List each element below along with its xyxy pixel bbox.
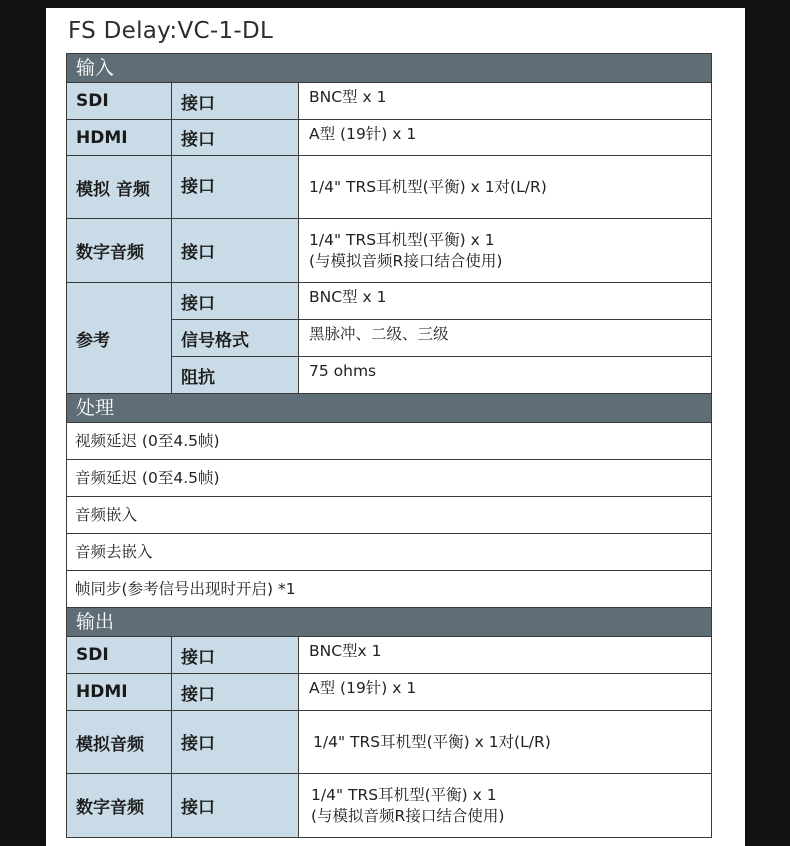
impedance-label: 阻抗 (172, 357, 299, 393)
port-label: 接口 (172, 637, 299, 673)
port-value (299, 674, 711, 710)
value-line: 1/4" TRS耳机型(平衡) x 1对(L/R) (313, 732, 551, 751)
value-line: BNC型x 1 (309, 642, 382, 660)
section-header-output: 输出 (67, 608, 711, 637)
table-row (67, 83, 711, 120)
signal-name: SDI (67, 637, 172, 673)
table-row (67, 156, 711, 219)
port-label: 接口 (172, 83, 299, 119)
signal-name: 模拟 音频 (67, 156, 172, 218)
spec-table (66, 53, 712, 838)
list-item: 帧同步(参考信号出现时开启) *1 (67, 571, 711, 608)
value-line: (与模拟音频R接口结合使用) (309, 251, 503, 270)
section-header-input: 输入 (67, 54, 711, 83)
value-line: A型 (19针) x 1 (309, 125, 417, 143)
format-value (299, 320, 711, 356)
port-label: 接口 (172, 774, 299, 837)
port-label: 接口 (172, 156, 299, 218)
port-label: 接口 (172, 283, 299, 319)
port-value (299, 83, 711, 119)
signal-name: 参考 (67, 283, 172, 393)
table-row (67, 774, 711, 837)
table-row (67, 711, 711, 774)
signal-name: 模拟音频 (67, 711, 172, 773)
value-line: 75 ohms (309, 362, 377, 380)
reference-rows (172, 283, 711, 393)
port-value (299, 219, 711, 282)
port-label: 接口 (172, 674, 299, 710)
format-label: 信号格式 (172, 320, 299, 356)
port-value (299, 283, 711, 319)
impedance-value (299, 357, 711, 393)
list-item: 视频延迟 (0至4.5帧) (67, 423, 711, 460)
table-row (67, 674, 711, 711)
value-line: 1/4" TRS耳机型(平衡) x 1对(L/R) (309, 177, 547, 196)
table-row (172, 283, 711, 320)
signal-name: HDMI (67, 674, 172, 710)
port-value (299, 156, 711, 218)
signal-name: HDMI (67, 120, 172, 155)
port-value (299, 774, 711, 837)
table-row (172, 320, 711, 357)
port-label: 接口 (172, 219, 299, 282)
section-header-processing: 处理 (67, 394, 711, 423)
port-value (299, 637, 711, 673)
table-row (67, 120, 711, 156)
reference-group (67, 283, 711, 394)
value-line: BNC型 x 1 (309, 88, 387, 106)
value-line: 1/4" TRS耳机型(平衡) x 1 (309, 230, 495, 249)
port-value (299, 711, 711, 773)
signal-name: 数字音频 (67, 774, 172, 837)
port-label: 接口 (172, 711, 299, 773)
list-item: 音频嵌入 (67, 497, 711, 534)
port-label: 接口 (172, 120, 299, 155)
table-row (172, 357, 711, 393)
table-row (67, 219, 711, 283)
value-line: 1/4" TRS耳机型(平衡) x 1 (311, 785, 497, 804)
value-line: 黑脉冲、二级、三级 (309, 325, 449, 343)
list-item: 音频去嵌入 (67, 534, 711, 571)
table-row (67, 637, 711, 674)
list-item: 音频延迟 (0至4.5帧) (67, 460, 711, 497)
signal-name: 数字音频 (67, 219, 172, 282)
value-line: BNC型 x 1 (309, 288, 387, 306)
spec-sheet (46, 8, 745, 846)
port-value (299, 120, 711, 155)
value-line: A型 (19针) x 1 (309, 679, 417, 697)
page-title: FS Delay:VC-1-DL (68, 18, 274, 44)
signal-name: SDI (67, 83, 172, 119)
value-line: (与模拟音频R接口结合使用) (311, 806, 505, 825)
